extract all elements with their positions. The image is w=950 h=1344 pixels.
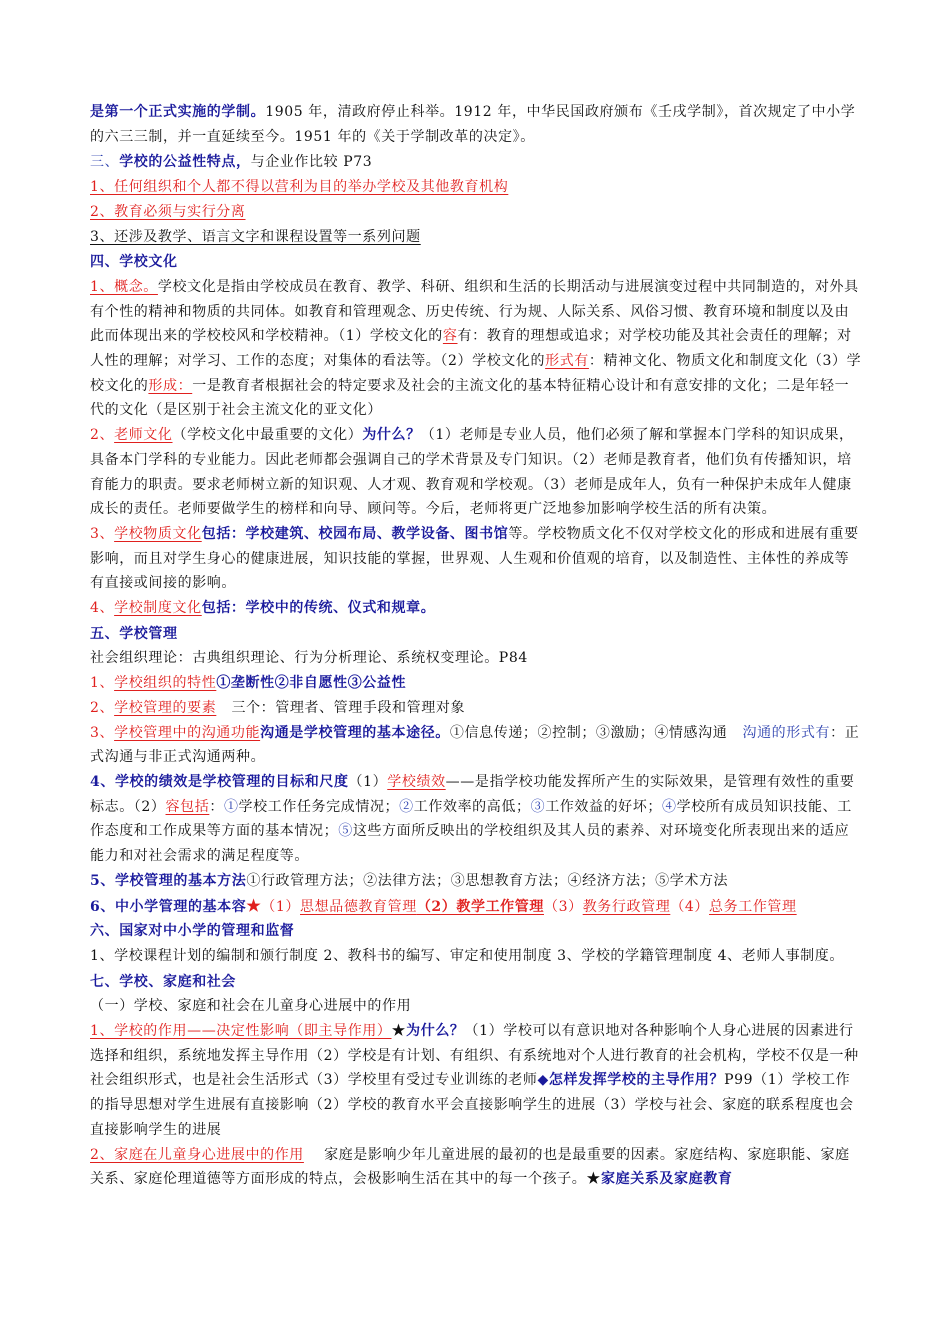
body-text: ①行政管理方法；②法律方法；③思想教育方法；④经济方法；⑤学术方法 xyxy=(246,872,729,889)
item-number: 4、 xyxy=(90,600,115,617)
circled-number: ④ xyxy=(662,798,677,815)
heading-section-7: 七、学校、家庭和社会 xyxy=(90,973,236,990)
body-text: P99（1）学校工作的指导思想对学生进展有直接影响（2）学校的教育水平会直接影响学生的进展（3）学校与社会、家庭的联系程度也会直接影响学生的进展 xyxy=(90,1072,854,1138)
body-text: 1905 年，清政府停止科举。1912 年，中华民国政府颁布《壬戌学制》，首次规定了中小学的六三三制，并一直延续至今。1951 年的《关于学制改革的决定》。 xyxy=(90,104,856,145)
body-text: （1）学校可以有意识地对各种影响个人身心进展的因素进行选择和组织，系统地发挥主导作用（2）学校是有计划、有组织、有系统地对个人进行教育的社会机构，学校不仅是一种社会组织形式，也是社会生活形式（3）学校里有受过专业训练的老师 xyxy=(90,1023,859,1089)
list-item xyxy=(90,225,862,250)
circled-number: ③ xyxy=(530,798,546,815)
red-underlined-text: 1、任何组织和个人都不得以营利为目的举办学校及其他教育机构 xyxy=(90,179,509,196)
body-text: ： xyxy=(209,798,224,815)
emphasis-text: 为什么？ xyxy=(406,1023,465,1040)
red-text: （4） xyxy=(670,898,710,915)
circled-number: ⑤ xyxy=(338,823,353,840)
body-text: 等。学校物质文化不仅对学校文化的形成和进展有重要影响，而且对学生身心的健康进展，知识技能的掌握，世界观、人生观和价值观的培育，以及制造性、主体性的养成等有直接或间接的影响。 xyxy=(90,525,859,592)
emphasis-text: 包括：学校中的传统、仪式和规章。 xyxy=(201,600,436,617)
star-icon: ★ xyxy=(391,1023,407,1040)
paragraph-org-theory: 社会组织理论：古典组织理论、行为分析理论、系统权变理论。P84 xyxy=(90,650,528,667)
emphasis-text: 为什么？ xyxy=(362,427,421,444)
item-label: 1、学校的作用——决定性影响（即主导作用） xyxy=(90,1023,392,1040)
red-text: （3） xyxy=(543,898,583,915)
red-underlined-text: 总务工作管理 xyxy=(709,898,797,915)
item-label: 1、概念。 xyxy=(90,278,158,295)
red-underlined-text: 教务行政管理 xyxy=(582,898,671,915)
red-underlined-text: 思想品德教育管理 xyxy=(300,898,417,915)
emphasis-text: 沟通是学校管理的基本途径。 xyxy=(260,724,450,741)
red-text: （1） xyxy=(261,898,301,915)
item-label: 学校组织的特性 xyxy=(114,675,217,692)
red-bold-text: （2）教学工作管理 xyxy=(416,898,544,915)
red-underlined-text: 容 xyxy=(442,328,458,345)
body-text: 学校所有成员知识技能、工作态度和工作成果等方面的基本情况； xyxy=(90,798,852,840)
heading-section-5: 五、学校管理 xyxy=(90,625,178,642)
body-text: 学校工作任务完成情况； xyxy=(238,798,400,815)
red-underlined-text: 学校绩效 xyxy=(387,773,446,790)
emphasis-text: 包括：学校建筑、校园布局、教学设备、图书馆 xyxy=(201,525,509,542)
heading-section-4: 四、学校文化 xyxy=(90,254,178,271)
emphasis-text: 6、中小学管理的基本容 xyxy=(90,898,247,915)
item-label: 学校管理中的沟通功能 xyxy=(114,724,261,741)
body-text: 三个：管理者、管理手段和管理对象 xyxy=(216,699,466,716)
list-item xyxy=(90,671,862,696)
blue-text: 沟通的形式有 xyxy=(742,724,831,741)
star-icon: ★ xyxy=(586,1171,602,1188)
body-text: 一是教育者根据社会的特定要求及社会的主流文化的基本特征精心设计和有意安排的文化；二是年轻一代的文化（是区别于社会主流文化的亚文化） xyxy=(90,377,850,419)
subheading: （一）学校、家庭和社会在儿童身心进展中的作用 xyxy=(90,998,412,1015)
red-underlined-text: 形成： xyxy=(148,377,193,394)
item-number: 3、 xyxy=(90,724,115,741)
circled-number: ① xyxy=(223,798,239,815)
paragraph-state-supervision: 1、学校课程计划的编制和颁行制度 2、教科书的编写、审定和使用制度 3、学校的学籍管理制度 4、老师人事制度。 xyxy=(90,947,844,964)
emphasis-text: 怎样发挥学校的主导作用？ xyxy=(548,1072,725,1089)
emphasis-text: 4、学校的绩效是学校管理的目标和尺度 xyxy=(90,773,349,790)
body-text: 工作效率的高低； xyxy=(413,798,531,815)
heading-section-6: 六、国家对中小学的管理和监督 xyxy=(90,923,295,940)
body-text: （1）老师是专业人员，他们必须了解和掌握本门学科的知识成果，具备本门学科的专业能力。因此老师都会强调自己的学术背景及专门知识。（2）老师是教育者，他们负有传播知识，培育能力的职责。要求老师树立新的知识观、人才观、教育观和学校观。（3）老师是成年人，负有一种保护未成年人健康成长的责任。老师要做学生的榜样和向导、顾问等。今后，老师将更广泛地参加影响学校生活的所有决策。 xyxy=(90,427,854,518)
body-text: （1） xyxy=(348,773,388,790)
paragraph-school-role xyxy=(90,1019,862,1143)
body-text: 学校文化是指由学校成员在教育、教学、科研、组织和生活的长期活动与进展演变过程中共同制造的，对外具有个性的精神和物质的共同体。如教育和管理观念、历史传统、行为规、人际关系、风俗习惯、教育环境和制度以及由此而体现出来的学校校风和学校精神。（1）学校文化的 xyxy=(90,278,859,345)
paragraph-school-culture-concept xyxy=(90,275,862,423)
item-label: 学校物质文化 xyxy=(114,525,202,542)
paragraph-material-culture xyxy=(90,522,862,596)
emphasis-text: 家庭关系及家庭教育 xyxy=(601,1171,733,1188)
body-text: ①信息传递；②控制；③激励；④情感沟通 xyxy=(449,724,743,741)
heading-text: 学校的公益性特点， xyxy=(119,154,251,171)
list-item xyxy=(90,200,862,225)
red-underlined-text: 容包括 xyxy=(165,798,210,815)
heading-number: 三、 xyxy=(90,154,120,171)
item-number: 3、 xyxy=(90,525,115,542)
underlined-text: 3、还涉及教学、语言文字和课程设置等一系列问题 xyxy=(90,228,421,245)
item-label: 学校管理的要素 xyxy=(114,699,217,716)
star-icon: ★ xyxy=(246,895,262,915)
paragraph-teacher-culture xyxy=(90,423,862,522)
paragraph-institutional-culture xyxy=(90,596,862,621)
emphasis-text: 5、学校管理的基本方法 xyxy=(90,872,247,889)
body-text: （学校文化中最重要的文化） xyxy=(172,427,363,444)
circled-number: ② xyxy=(399,798,414,815)
list-item xyxy=(90,770,862,869)
emphasis-text: ①垄断性②非自愿性③公益性 xyxy=(216,675,407,692)
item-label: 2、家庭在儿童身心进展中的作用 xyxy=(90,1146,304,1163)
red-underlined-text: 形式有 xyxy=(545,353,589,370)
item-number: 2、 xyxy=(90,427,115,444)
item-number: 2、 xyxy=(90,699,115,716)
paragraph-school-system xyxy=(90,100,862,149)
body-text: ：正式沟通与非正式沟通两种。 xyxy=(90,724,860,766)
list-item xyxy=(90,175,862,200)
list-item xyxy=(90,696,862,721)
body-text: ——是指学校功能发挥所产生的实际效果，是管理有效性的重要标志。（2） xyxy=(90,773,855,815)
list-item xyxy=(90,869,862,894)
item-label: 学校制度文化 xyxy=(114,600,202,617)
heading-section-3 xyxy=(90,150,862,175)
body-text: 家庭是影响少年儿童进展的最初的也是最重要的因素。家庭结构、家庭职能、家庭关系、家庭伦理道德等方面形成的特点，会极影响生活在其中的每一个孩子。 xyxy=(90,1146,850,1188)
body-text: 有：教育的理想或追求；对学校功能及其社会责任的理解；对人性的理解；对学习、工作的态度；对集体的看法等。（2）学校文化的 xyxy=(90,328,852,370)
body-text: 与企业作比较 P73 xyxy=(250,154,373,171)
item-label: 老师文化 xyxy=(114,427,173,444)
diamond-icon: ◆ xyxy=(537,1072,549,1089)
body-text: ：精神文化、物质文化和制度文化（3）学校文化的 xyxy=(90,353,862,394)
red-underlined-text: 2、教育必须与实行分离 xyxy=(90,203,246,220)
body-text: 这些方面所反映出的学校组织及其人员的素养、对环境变化所表现出来的适应能力和对社会需求的满足程度等。 xyxy=(90,823,850,865)
paragraph-family-role xyxy=(90,1143,862,1192)
list-item xyxy=(90,894,862,920)
list-item xyxy=(90,721,862,770)
emphasis-text: 是第一个正式实施的学制。 xyxy=(90,104,266,120)
item-number: 1、 xyxy=(90,675,115,692)
body-text: 工作效益的好坏； xyxy=(545,798,662,815)
